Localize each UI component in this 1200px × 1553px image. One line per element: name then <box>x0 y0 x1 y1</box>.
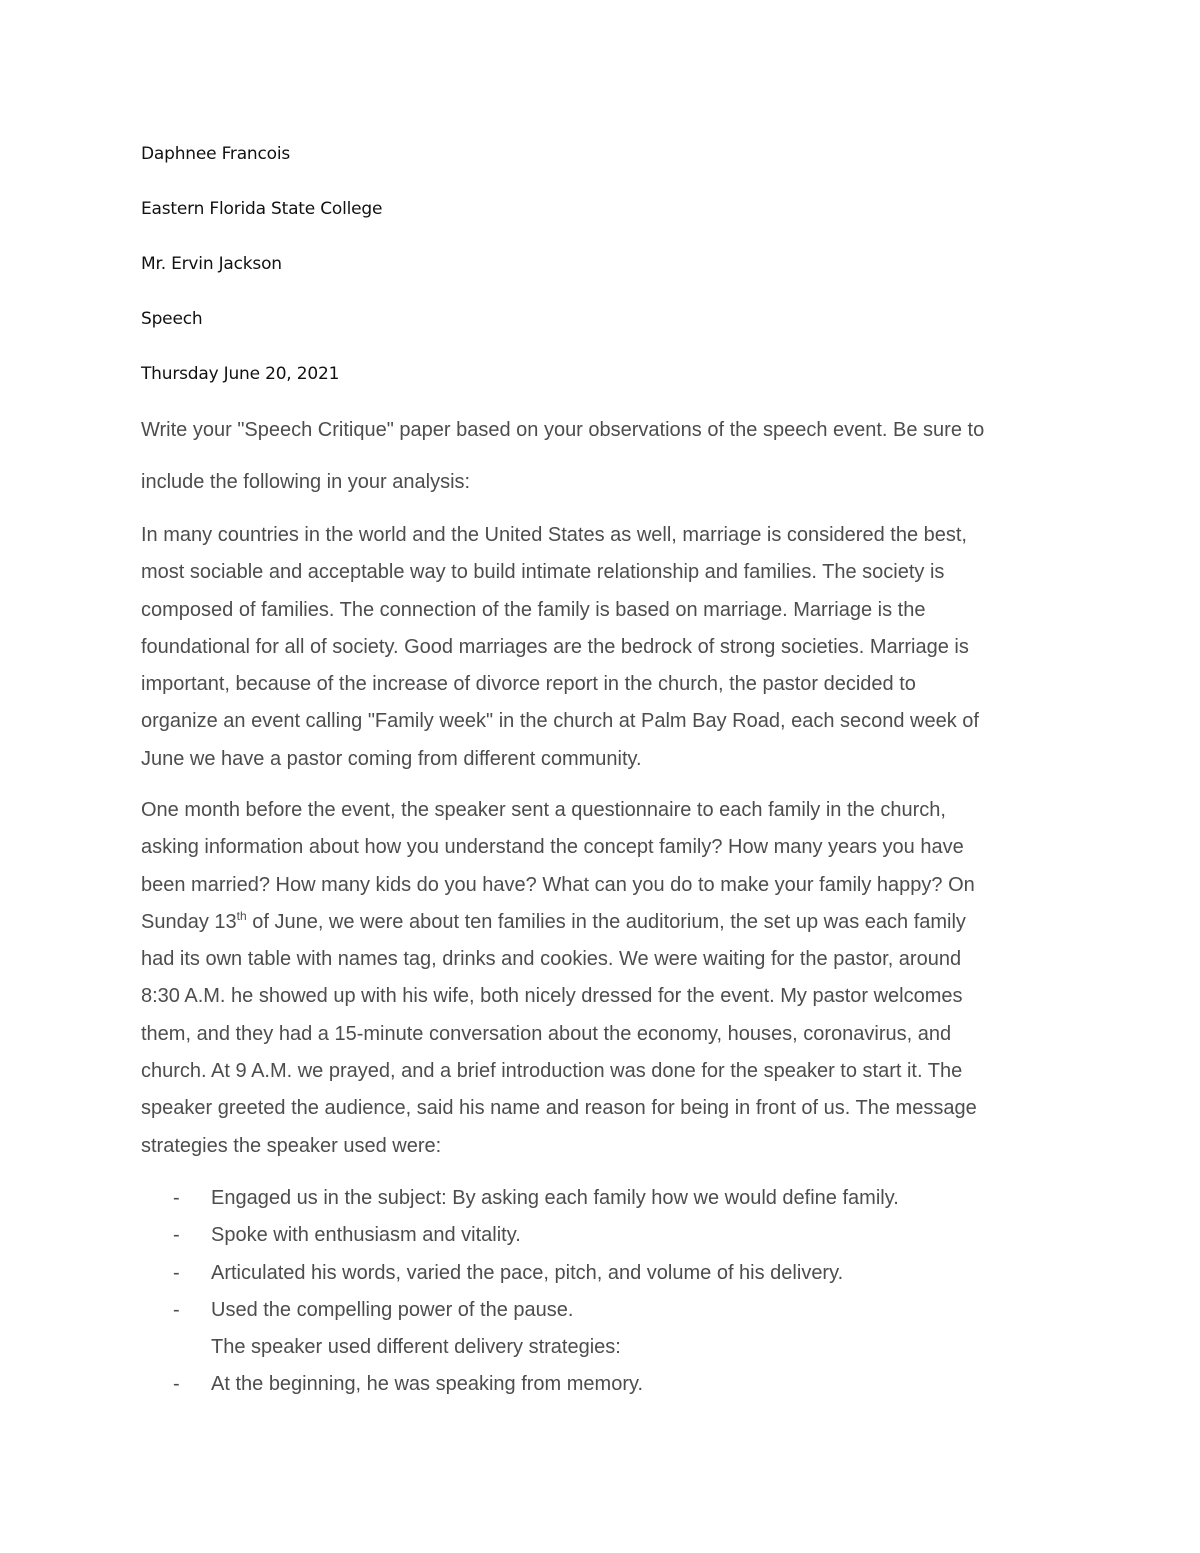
author-name: Daphnee Francois <box>141 144 291 164</box>
prompt-line-1: Write your "Speech Critique" paper based on your observations of the speech event. Be sure to <box>141 419 985 441</box>
list-item <box>141 1217 1056 1254</box>
prompt-line-2: include the following in your analysis: <box>141 471 471 493</box>
paragraph-line: had its own table with names tag, drinks and cookies. We were waiting for the pastor, around <box>141 948 962 971</box>
paragraph-line-sunday <box>141 904 1056 941</box>
list-subheading <box>141 1329 1056 1366</box>
paragraph-line: June we have a pastor coming from different community. <box>141 747 642 770</box>
paragraph-line: asking information about how you understand the concept family? How many years you have <box>141 836 964 859</box>
paragraph-line: organize an event calling "Family week" in the church at Palm Bay Road, each second week of <box>141 710 979 733</box>
paragraph-line: In many countries in the world and the United States as well, marriage is considered the best, <box>141 524 967 546</box>
list-item <box>141 1292 1056 1329</box>
list-item <box>141 1180 1056 1217</box>
course-name: Speech <box>141 309 203 329</box>
list-item <box>141 1255 1056 1292</box>
list-item-text: Used the compelling power of the pause. <box>211 1298 574 1321</box>
dash-bullet: - <box>173 1224 180 1247</box>
document-date: Thursday June 20, 2021 <box>141 364 340 384</box>
sunday-text-after: of June, we were about ten families in the auditorium, the set up was each family <box>246 910 966 933</box>
paragraph-event <box>141 792 1056 1165</box>
paragraph-line: them, and they had a 15-minute conversation about the economy, houses, coronavirus, and <box>141 1022 952 1045</box>
list-item-text: Articulated his words, varied the pace, pitch, and volume of his delivery. <box>211 1261 844 1284</box>
list-item-text: Engaged us in the subject: By asking each family how we would define family. <box>211 1187 899 1209</box>
dash-bullet: - <box>173 1373 180 1396</box>
paragraph-line: 8:30 A.M. he showed up with his wife, both nicely dressed for the event. My pastor welcomes <box>141 985 963 1008</box>
instructor-name: Mr. Ervin Jackson <box>141 254 282 274</box>
strategy-list <box>141 1180 1056 1404</box>
paragraph-intro <box>141 517 1056 778</box>
paragraph-line: One month before the event, the speaker sent a questionnaire to each family in the church, <box>141 799 946 821</box>
paragraph-line: strategies the speaker used were: <box>141 1134 442 1157</box>
paragraph-line: composed of families. The connection of the family is based on marriage. Marriage is the <box>141 598 926 621</box>
list-item <box>141 1366 1056 1403</box>
dash-bullet: - <box>173 1187 180 1209</box>
list-item-text: At the beginning, he was speaking from memory. <box>211 1373 644 1396</box>
paragraph-line: been married? How many kids do you have? What can you do to make your family happy? On <box>141 873 975 896</box>
list-item-text: Spoke with enthusiasm and vitality. <box>211 1224 521 1247</box>
paragraph-line: foundational for all of society. Good marriages are the bedrock of strong societies. Marriage is <box>141 635 969 658</box>
sunday-text-before: Sunday 13 <box>141 910 237 933</box>
dash-bullet: - <box>173 1261 180 1284</box>
dash-bullet: - <box>173 1298 180 1321</box>
institution-name: Eastern Florida State College <box>141 199 383 219</box>
paragraph-line: speaker greeted the audience, said his name and reason for being in front of us. The message <box>141 1097 977 1120</box>
ordinal-superscript: th <box>236 908 247 923</box>
paragraph-line: important, because of the increase of divorce report in the church, the pastor decided to <box>141 673 916 696</box>
paragraph-line: most sociable and acceptable way to build intimate relationship and families. The society is <box>141 561 945 584</box>
list-subheading-text: The speaker used different delivery strategies: <box>211 1336 621 1359</box>
paragraph-line: church. At 9 A.M. we prayed, and a brief introduction was done for the speaker to start it. The <box>141 1060 963 1083</box>
